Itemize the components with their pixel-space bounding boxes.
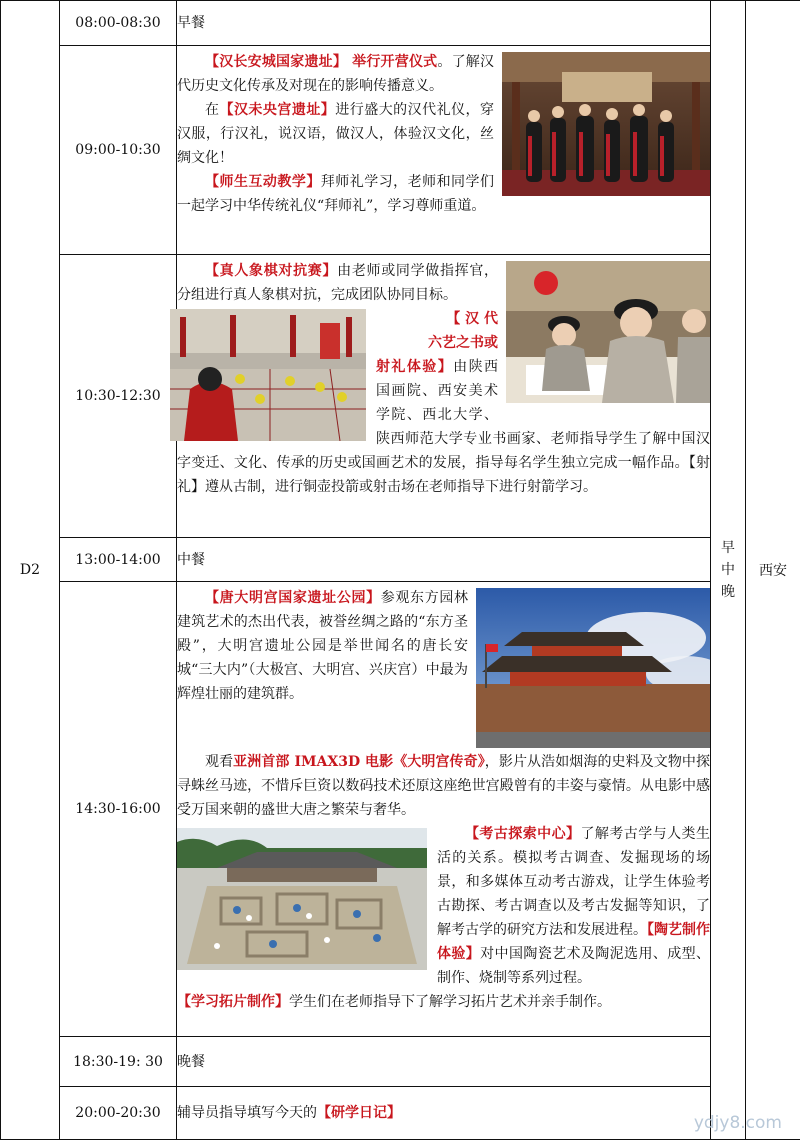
photo-han-ceremony — [502, 52, 710, 196]
content-cell: 早餐 — [177, 1, 711, 46]
content-cell: 【汉长安城国家遗址】 举行开营仪式。了解汉代历史文化传承及对现在的影响传播意义。 在【汉未央宫遗址】进行盛大的汉代礼仪，穿汉服，行汉礼，说汉语，做汉人，体验汉文化，丝绸文化！ 【师生互动教学】拜师礼学习，老师和同学们一起学习中华传统礼仪“拜师礼”，学习尊师重道。 — [177, 46, 711, 255]
time-cell: 10:30-12:30 — [60, 255, 177, 538]
time-cell: 20:00-20:30 — [60, 1087, 177, 1140]
meal-cell — [711, 1, 746, 1140]
film-daming-palace: 亚洲首部 IMAX3D 电影《大明宫传奇》 — [233, 754, 485, 770]
table-row — [1, 46, 800, 255]
photo-archaeology-site — [177, 828, 427, 970]
table-row — [1, 1087, 800, 1140]
content-cell: 【唐大明宫国家遗址公园】参观东方园林建筑艺术的杰出代表，被誉丝绸之路的“东方圣殿”，大明宫遗址公园是举世闻名的唐长安城“三大内”（大极宫、大明宫、兴庆宫）中最为辉煌壮丽的建筑群。 观看亚洲首部 IMAX3D 电影《大明宫传奇》，影片从浩如烟海的史料及文物中探寻蛛丝马迹，不惜斥巨资以数码技术还原这座绝世宫殿曾有的丰姿与豪情。从电影中感受万国来朝的盛世大唐之繁荣与奢华。 【考古探索中心】了解考古学与人类生活的关系。模拟考古调查、发掘现场的场景，和多媒体互动考古游戏，让学生体验考古勘探、考古调查以及考古发掘等知识，了解考古学的研究方法和发展进程。【陶艺制作体验】对中国陶瓷艺术及陶泥选用、成型、制作、烧制等系列过程。 【学习拓片制作】学生们在老师指导下了解学习拓片艺术并亲手制作。 — [177, 582, 711, 1037]
meal-dinner: 晚 — [721, 584, 735, 600]
activity-six-arts-b: 六艺之书或 — [428, 335, 498, 351]
venue-archaeology-center: 【考古探索中心】 — [465, 826, 581, 842]
meal-breakfast: 早 — [721, 540, 735, 556]
content-cell: 【真人象棋对抗赛】由老师或同学做指挥官，分组进行真人象棋对抗，完成团队协同目标。 【 汉 代 六艺之书或 射礼体验】由陕西国画院、西安美术学院、西北大学、陕西师范大学专业书画家、老师指导学生了解中国汉字变迁、文化、传承的历史或国画艺术的发展，指导每名学生独立完成一幅作品。【射礼】遵从古制，进行铜壶投箭或射击场在老师指导下进行射箭学习。 — [177, 255, 711, 538]
time-cell: 14:30-16:00 — [60, 582, 177, 1037]
venue-weiyang-palace: 【汉未央宫遗址】 — [219, 102, 335, 118]
city-cell: 西安 — [746, 1, 800, 1140]
table-row — [1, 1037, 800, 1087]
photo-students-calligraphy — [506, 261, 710, 403]
content-cell: 晚餐 — [177, 1037, 711, 1087]
study-diary: 【研学日记】 — [317, 1105, 401, 1121]
venue-daming-palace: 【唐大明宫国家遗址公园】 — [205, 590, 381, 606]
time-cell: 13:00-14:00 — [60, 538, 177, 582]
content-cell: 中餐 — [177, 538, 711, 582]
activity-six-arts-a: 【 汉 代 — [446, 311, 498, 327]
content-cell: 辅导员指导填写今天的【研学日记】 — [177, 1087, 711, 1140]
day-cell: D2 — [1, 1, 60, 1140]
table-row — [1, 255, 800, 538]
time-cell: 09:00-10:30 — [60, 46, 177, 255]
venue-han-changan: 【汉长安城国家遗址】 举行开营仪式 — [205, 54, 437, 70]
meal-lunch: 中 — [721, 562, 735, 578]
activity-six-arts-c: 射礼体验】 — [376, 359, 453, 375]
activity-human-chess: 【真人象棋对抗赛】 — [205, 263, 337, 279]
time-cell: 18:30-19: 30 — [60, 1037, 177, 1087]
activity-pottery: 【陶艺制作体验】 — [437, 922, 710, 962]
table-row — [1, 538, 800, 582]
photo-daming-palace — [476, 588, 710, 748]
watermark: ydjy8.com — [694, 1113, 782, 1133]
time-cell: 08:00-08:30 — [60, 1, 177, 46]
table-row — [1, 1, 800, 46]
photo-human-chess — [170, 309, 366, 441]
activity-teacher-interaction: 【师生互动教学】 — [205, 174, 321, 190]
table-row — [1, 582, 800, 1037]
activity-rubbing: 【学习拓片制作】 — [177, 994, 289, 1010]
